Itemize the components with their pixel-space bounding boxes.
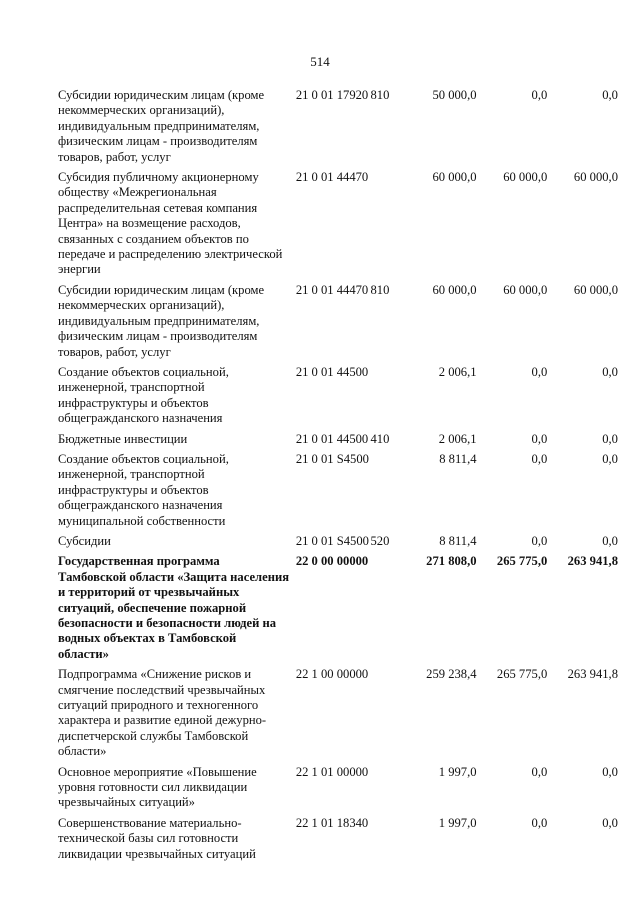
row-code: 21 0 01 44470	[295, 282, 369, 297]
row-code: 21 0 01 44500	[295, 364, 369, 379]
row-code: 22 0 00 00000	[295, 554, 369, 569]
row-value-2: 0,0	[531, 451, 548, 466]
row-expense-type: 810	[370, 282, 390, 297]
row-value-1: 50 000,0	[432, 88, 477, 102]
table-row	[58, 283, 618, 360]
row-value-1: 271 808,0	[426, 554, 477, 569]
row-code: 22 1 00 00000	[295, 667, 369, 682]
row-value-3: 60 000,0	[573, 282, 618, 297]
row-value-2: 265 775,0	[496, 554, 548, 569]
budget-table	[58, 88, 618, 867]
row-value-3: 0,0	[602, 431, 618, 446]
table-row	[58, 667, 618, 759]
row-name: Государственная программа Тамбовской области «Защита населения и территорий от чрезвычайных ситуаций, обеспечение пожарной безопасности и безопасности людей на водных объектах в Тамбовской области»	[58, 554, 290, 661]
row-value-1: 2 006,1	[438, 431, 477, 446]
table-row	[58, 554, 618, 662]
row-value-1: 60 000,0	[432, 170, 477, 185]
row-value-2: 0,0	[531, 815, 548, 830]
row-value-3: 0,0	[602, 451, 618, 466]
row-value-1: 8 811,4	[439, 533, 477, 548]
row-value-3: 0,0	[602, 533, 618, 548]
row-code: 21 0 01 S4500	[295, 533, 369, 548]
row-name: Бюджетные инвестиции	[58, 431, 188, 446]
row-code: 21 0 01 S4500	[295, 451, 369, 466]
row-name: Субсидии юридическим лицам (кроме некоммерческих организаций), индивидуальным предпринимателям, физическим лицам - производителям товаров, работ, услуг	[58, 88, 265, 164]
row-value-1: 1 997,0	[438, 764, 477, 779]
row-value-1: 60 000,0	[432, 282, 477, 297]
row-value-2: 0,0	[531, 431, 548, 446]
row-value-2: 265 775,0	[496, 667, 548, 682]
table-row	[58, 534, 618, 549]
row-code: 21 0 01 17920	[295, 88, 369, 102]
row-code: 22 1 01 00000	[295, 764, 369, 779]
table-row	[58, 765, 618, 811]
row-value-3: 263 941,8	[567, 554, 618, 569]
row-name: Создание объектов социальной, инженерной, транспортной инфраструктуры и объектов общегражданского назначения	[58, 364, 229, 426]
row-value-2: 0,0	[531, 533, 548, 548]
table-row	[58, 365, 618, 427]
row-value-3: 263 941,8	[567, 667, 618, 682]
table-row	[58, 816, 618, 862]
row-expense-type: 810	[370, 88, 390, 102]
row-name: Субсидии	[58, 533, 111, 548]
row-value-3: 0,0	[602, 88, 618, 102]
row-value-1: 2 006,1	[438, 364, 477, 379]
row-value-3: 0,0	[602, 815, 618, 830]
row-expense-type: 410	[370, 431, 390, 446]
row-value-2: 60 000,0	[503, 282, 548, 297]
row-name: Подпрограмма «Снижение рисков и смягчение последствий чрезвычайных ситуаций природного и техногенного характера и развитие единой дежурно-диспетчерской службы Тамбовской области»	[58, 667, 267, 759]
table-row	[58, 170, 618, 278]
row-name: Субсидия публичному акционерному обществу «Межрегиональная распределительная сетевая компания Центра» на возмещение расходов, связанных с созданием объектов по передаче и распределению электрической энергии	[58, 170, 283, 277]
row-code: 22 1 01 18340	[295, 815, 369, 830]
row-name: Совершенствование материально-технической базы сил готовности ликвидации чрезвычайных ситуаций	[58, 815, 256, 861]
row-value-2: 0,0	[531, 88, 548, 102]
row-value-2: 60 000,0	[503, 170, 548, 185]
row-value-3: 0,0	[602, 764, 618, 779]
table-row	[58, 452, 618, 529]
row-value-2: 0,0	[531, 364, 548, 379]
row-value-3: 60 000,0	[573, 170, 618, 185]
row-name: Основное мероприятие «Повышение уровня готовности сил ликвидации чрезвычайных ситуаций»	[58, 764, 257, 810]
row-value-1: 259 238,4	[426, 667, 477, 682]
row-value-1: 1 997,0	[438, 815, 477, 830]
row-code: 21 0 01 44470	[295, 170, 369, 185]
row-name: Субсидии юридическим лицам (кроме некоммерческих организаций), индивидуальным предпринимателям, физическим лицам - производителям товаров, работ, услуг	[58, 282, 265, 359]
row-name: Создание объектов социальной, инженерной, транспортной инфраструктуры и объектов общегражданского назначения муниципальной собственности	[58, 451, 229, 528]
row-value-2: 0,0	[531, 764, 548, 779]
row-value-1: 8 811,4	[439, 451, 477, 466]
row-expense-type: 520	[370, 533, 390, 548]
row-value-3: 0,0	[602, 364, 618, 379]
row-code: 21 0 01 44500	[295, 431, 369, 446]
table-row	[58, 88, 618, 165]
table-row	[58, 432, 618, 447]
page-number: 514	[310, 54, 330, 69]
